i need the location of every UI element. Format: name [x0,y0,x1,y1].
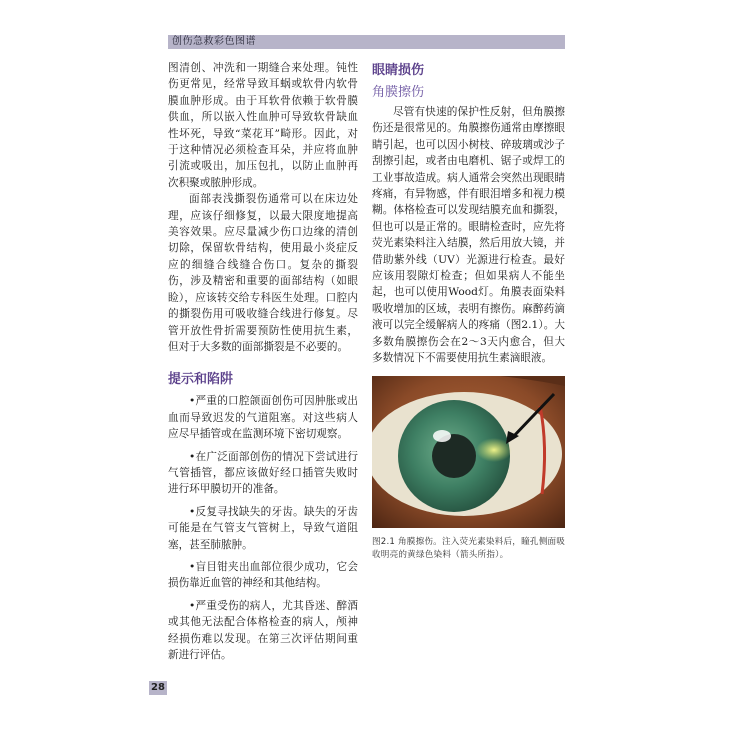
light-reflection [433,430,451,442]
body-paragraph: 图清创、冲洗和一期缝合来处理。钝性伤更常见，经常导致耳蜗或软骨内软骨膜血肿形成。由于耳软骨依赖于软骨膜供血，所以嵌入性血肿可导致软骨缺血性坏死，导致“菜花耳”畸形。因此，对于这种情况必须检查耳朵，并应将血肿引流或吸出，加压包扎，以防止血肿再次积聚或脓肿形成。 [168,62,358,189]
running-header: 创伤急救彩色图谱 [172,36,256,47]
figure-caption: 图2.1 角膜擦伤。注入荧光素染料后，瞳孔侧面吸收明亮的黄绿色染料（箭头所指）。 [372,537,566,560]
eye-photo [372,376,565,528]
eye-photo-figure [372,376,565,528]
tips-list [168,393,358,663]
tip-item: •反复寻找缺失的牙齿。缺失的牙齿可能是在气管支气管树上，导致气道阻塞，甚至肺脓肿。 [168,505,358,551]
body-paragraph: 尽管有快速的保护性反射，但角膜擦伤还是很常见的。角膜擦伤通常由摩擦眼睛引起，也可以因小树枝、碎玻璃或沙子刮擦引起，或者由电磨机、锯子或焊工的工业事故造成。病人通常会突然出现眼睛疼痛，有异物感，伴有眼泪增多和视力模糊。体格检查可以发现结膜充血和撕裂，但也可以是正常的。眼睛检查时，应先将荧光素染料注入结膜，然后用放大镜，并借助紫外线（UV）光源进行检查。最好应该用裂隙灯检查；但如果病人不能坐起，也可以使用Wood灯。角膜表面染料吸收增加的区域，表明有擦伤。麻醉药滴液可以完全缓解病人的疼痛（图2.1）。大多数角膜擦伤会在2～3天内愈合，但大多数情况下不需要使用抗生素滴眼液。 [372,106,565,365]
tip-item: •严重的口腔颌面创伤可因肿胀或出血而导致迟发的气道阻塞。对这些病人应尽早插管或在监测环境下密切观察。 [168,395,358,441]
right-column [372,60,565,367]
left-column [168,60,358,669]
tip-item: •在广泛面部创伤的情况下尝试进行气管插管，都应该做好经口插管失败时进行环甲膜切开的准备。 [168,450,358,496]
tip-item: •盲目钳夹出血部位很少成功，它会损伤靠近血管的神经和其他结构。 [168,560,358,590]
body-paragraph: 面部表浅撕裂伤通常可以在床边处理，应该仔细修复，以最大限度地提高美容效果。应尽量减少伤口边缘的清创切除，保留软骨结构，使用最小炎症反应的细缝合线缝合伤口。复杂的撕裂伤，涉及精密和重要的面部结构（如眼睑），应该转交给专科医生处理。口腔内的撕裂伤用可吸收缝合线进行修复。尽管开放性骨折需要预防性使用抗生素，但对于大多数的面部撕裂是不必要的。 [168,193,358,353]
section-heading-eye-injury: 眼睛损伤 [372,63,425,78]
tips-heading: 提示和陷阱 [168,372,234,388]
tip-item: •严重受伤的病人，尤其昏迷、醉酒或其他无法配合体格检查的病人，颅神经损伤难以发现。在第三次评估期间重新进行评估。 [168,599,358,661]
page-number: 28 [151,682,165,693]
subheading-corneal-abrasion: 角膜擦伤 [372,85,425,100]
